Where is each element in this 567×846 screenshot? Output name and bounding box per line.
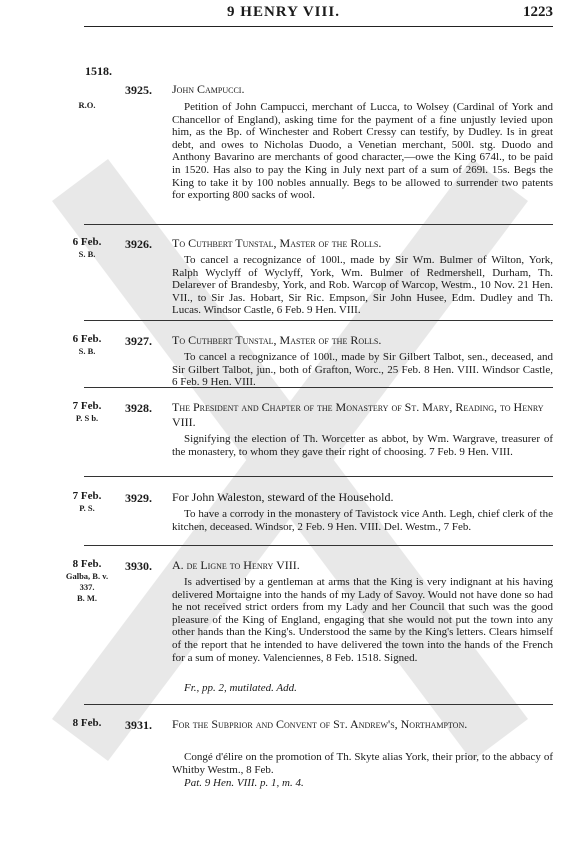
entry-heading: To Cuthbert Tunstal, Master of the Rolls. bbox=[172, 236, 382, 250]
page-number: 1223 bbox=[523, 4, 553, 20]
entry-source-secondary: B. M. bbox=[76, 593, 98, 603]
entry-divider bbox=[84, 320, 553, 321]
entry-source: S. B. bbox=[78, 346, 96, 356]
entry-divider bbox=[84, 224, 553, 225]
entry-body: To cancel a recognizance of 100l., made by Sir Gilbert Talbot, sen., deceased, and Sir Gilbert Talbot, jun., both of Grafton, Worc., 25 Feb. 8 Hen. VIII. Windsor Castle, 6 Feb. 9 Hen. VIII. bbox=[172, 351, 553, 389]
entry-date: 7 Feb. bbox=[72, 490, 102, 502]
entry-number: 3931. bbox=[125, 718, 152, 732]
entry-number: 3930. bbox=[125, 559, 152, 573]
entry-number: 3926. bbox=[125, 237, 152, 251]
entry-number: 3925. bbox=[125, 83, 152, 97]
running-head bbox=[0, 2, 567, 24]
entry-source: P. S. bbox=[79, 503, 95, 513]
header-rule bbox=[84, 26, 553, 27]
entry-heading: For the Subprior and Convent of St. Andrew's, Northampton. bbox=[172, 717, 468, 731]
entry-note: Fr., pp. 2, mutilated. Add. bbox=[184, 682, 297, 694]
entry-source: S. B. bbox=[78, 249, 96, 259]
entry-source: R.O. bbox=[78, 100, 96, 110]
entry-heading: The President and Chapter of the Monastery of St. Mary, Reading, to Henry VIII. bbox=[172, 400, 544, 429]
entry-date: 6 Feb. bbox=[72, 236, 102, 248]
entry-date: 6 Feb. bbox=[72, 333, 102, 345]
entry-body: To have a corrody in the monastery of Tavistock vice Anth. Legh, chief clerk of the kitchen, deceased. Windsor, 2 Feb. 9 Hen. VIII. Del. Westm., 7 Feb. bbox=[172, 508, 553, 533]
entry-note: Pat. 9 Hen. VIII. p. 1, m. 4. bbox=[184, 777, 304, 789]
entry-source: Galba, B. v. 337. bbox=[65, 571, 109, 592]
entry-body: Congé d'élire on the promotion of Th. Skyte alias York, their prior, to the abbacy of Whitby Westm., 8 Feb. bbox=[172, 751, 553, 776]
entry-number: 3927. bbox=[125, 334, 152, 348]
entry-source: P. S b. bbox=[75, 413, 99, 423]
running-head-title: 9 HENRY VIII. bbox=[227, 4, 340, 20]
entry-body: To cancel a recognizance of 100l., made by Sir Wm. Bulmer of Wilton, York, Ralph Wyclyff of Wyclyff, York, Wm. Bulmer of Redmershell, Durham, Th. Delarever of Brandesby, York, and Rob. Warcop of Warcop, Westm., 10 Nov. 21 Hen. VII., to Sir Jas. Hobart, Sir Ric. Empson, Sir John Husee, Edm. Dudley and Th. Lucas. Windsor Castle, 6 Feb. 9 Hen. VIII. bbox=[172, 254, 553, 317]
entry-body: Petition of John Campucci, merchant of Lucca, to Wolsey (Cardinal of York and Chancellor of England), asking time for the payment of a fine unjustly levied upon him, as the Bp. of Winchester and Robert Cressy can testify, by Dudley. Is in great debt, and owes to Nicholas Duodo, a Venetian merchant, 500l. stg. Duodo and Anthony Bavarino are merchants of good character,—owe the King 674l., to be paid in 1520. Has also to pay the King in July next part of a sum of 269l. 15s. Begs the King to take it by 100 nobles annually. Begs to be allowed to surrender two patents for exporting 800 sacks of wool. bbox=[172, 101, 553, 202]
entry-heading: To Cuthbert Tunstal, Master of the Rolls. bbox=[172, 333, 382, 347]
entry-divider bbox=[84, 704, 553, 705]
year-label: 1518. bbox=[85, 64, 112, 78]
entry-body: Signifying the election of Th. Worcetter as abbot, by Wm. Wargrave, treasurer of the monastery, to whom they gave their right of choosing. 7 Feb. 9 Hen. VIII. bbox=[172, 433, 553, 458]
entry-date: 7 Feb. bbox=[72, 400, 102, 412]
entry-date: 8 Feb. bbox=[72, 717, 102, 729]
entry-number: 3929. bbox=[125, 491, 152, 505]
entry-divider bbox=[84, 476, 553, 477]
entry-heading: A. de Ligne to Henry VIII. bbox=[172, 558, 300, 572]
entry-body: Is advertised by a gentleman at arms that the King is very indignant at his having delivered Mortaigne into the hands of my Lady of Savoy. Would not have done so had he not received strict orders from my Lady and her Council that such was the good pleasure of the King of England, engaging that she would not put the town into any other hands than the King's. Understood the same by the King's letters. Clears himself of the report that he intended to have delivered the town into the hands of the French for a sum of money. Valenciennes, 8 Feb. 1518. Signed. bbox=[172, 576, 553, 664]
entry-divider bbox=[84, 545, 553, 546]
entry-heading: For John Waleston, steward of the Household. bbox=[172, 490, 394, 504]
entry-number: 3928. bbox=[125, 401, 152, 415]
entry-date: 8 Feb. bbox=[72, 558, 102, 570]
entry-heading: John Campucci. bbox=[172, 82, 245, 96]
